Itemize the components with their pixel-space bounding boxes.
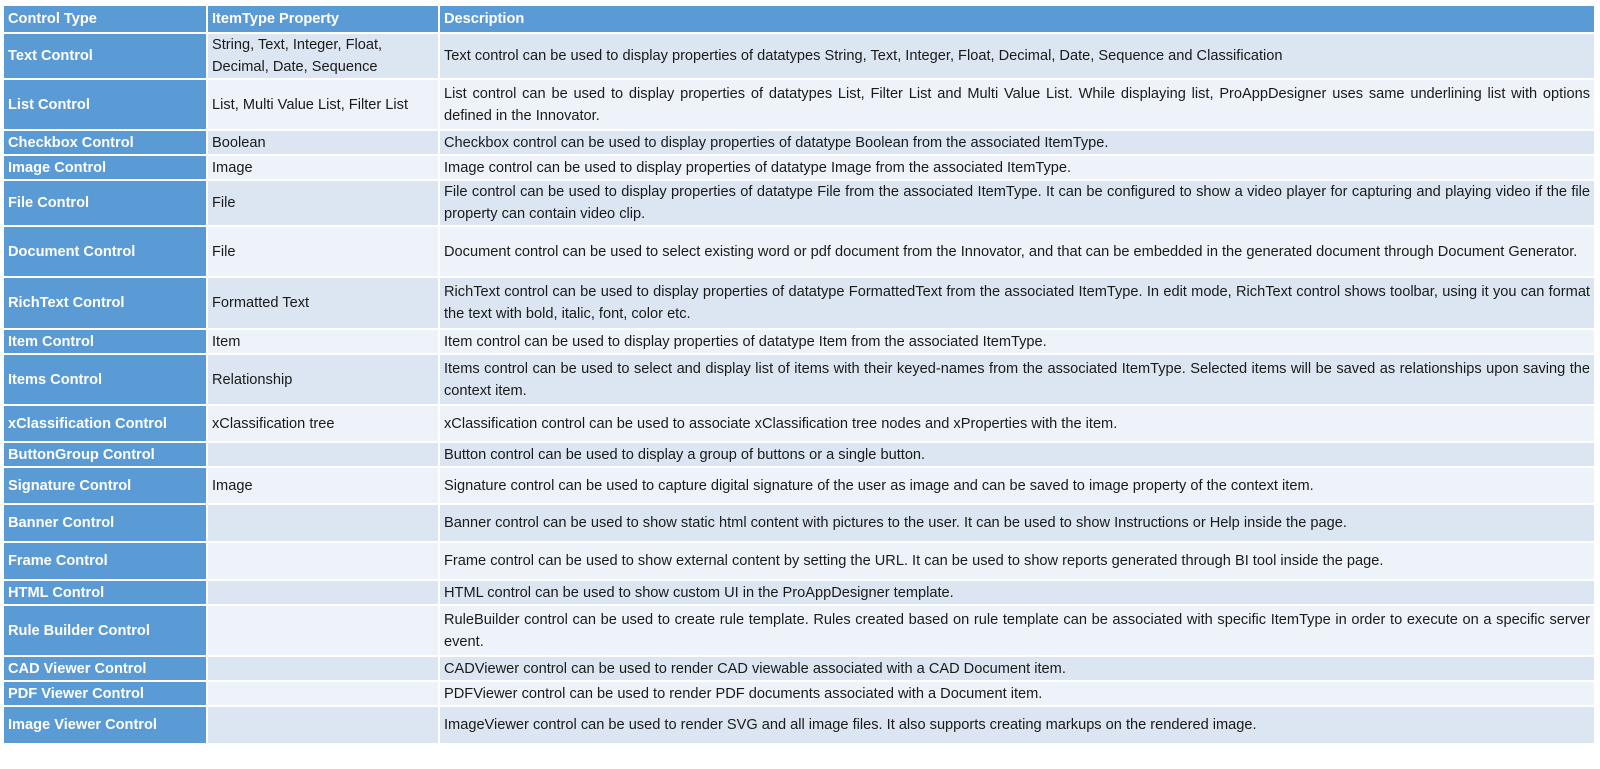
description-cell: Banner control can be used to show static html content with pictures to the user. It can be used to show Instructions or Help inside the page. [440,505,1596,543]
table-row [4,581,1596,606]
controls-table-container [4,6,1596,745]
control-type-cell: Image Control [4,156,208,181]
control-type-cell: Image Viewer Control [4,707,208,745]
description-cell: ImageViewer control can be used to render SVG and all image files. It also supports creating markups on the rendered image. [440,707,1596,745]
itemtype-property-cell [208,443,440,468]
itemtype-property-cell: Relationship [208,355,440,406]
table-row [4,34,1596,80]
table-row [4,406,1596,443]
table-row [4,278,1596,330]
table-row [4,355,1596,406]
control-type-cell: HTML Control [4,581,208,606]
controls-table [4,6,1596,745]
control-type-cell: Item Control [4,330,208,355]
control-type-cell: Checkbox Control [4,131,208,156]
table-row [4,657,1596,682]
table-row [4,156,1596,181]
control-type-cell: xClassification Control [4,406,208,443]
description-cell: Image control can be used to display properties of datatype Image from the associated ItemType. [440,156,1596,181]
table-row [4,330,1596,355]
header-description: Description [440,6,1596,34]
table-row [4,543,1596,581]
table-row [4,505,1596,543]
control-type-cell: Frame Control [4,543,208,581]
description-cell: List control can be used to display properties of datatypes List, Filter List and Multi Value List. While displaying list, ProAppDesigner uses same underlining list with options defined in the Innovator. [440,80,1596,131]
table-row [4,227,1596,278]
control-type-cell: CAD Viewer Control [4,657,208,682]
control-type-cell: PDF Viewer Control [4,682,208,707]
header-control-type: Control Type [4,6,208,34]
description-cell: Text control can be used to display properties of datatypes String, Text, Integer, Float, Decimal, Date, Sequence and Classification [440,34,1596,80]
itemtype-property-cell: File [208,181,440,227]
description-cell: HTML control can be used to show custom UI in the ProAppDesigner template. [440,581,1596,606]
table-row [4,682,1596,707]
itemtype-property-cell: Formatted Text [208,278,440,330]
description-cell: PDFViewer control can be used to render PDF documents associated with a Document item. [440,682,1596,707]
description-cell: CADViewer control can be used to render CAD viewable associated with a CAD Document item. [440,657,1596,682]
description-cell: Item control can be used to display properties of datatype Item from the associated ItemType. [440,330,1596,355]
description-cell: RuleBuilder control can be used to create rule template. Rules created based on rule template can be associated with specific ItemType in order to execute on a specific server event. [440,606,1596,657]
control-type-cell: Items Control [4,355,208,406]
table-row [4,181,1596,227]
itemtype-property-cell: xClassification tree [208,406,440,443]
description-cell: Checkbox control can be used to display properties of datatype Boolean from the associated ItemType. [440,131,1596,156]
itemtype-property-cell [208,606,440,657]
control-type-cell: RichText Control [4,278,208,330]
description-cell: RichText control can be used to display properties of datatype FormattedText from the associated ItemType. In edit mode, RichText control shows toolbar, using it you can format the text with bold, italic, font, color etc. [440,278,1596,330]
control-type-cell: Document Control [4,227,208,278]
table-row [4,468,1596,505]
itemtype-property-cell [208,543,440,581]
itemtype-property-cell: Item [208,330,440,355]
control-type-cell: Text Control [4,34,208,80]
itemtype-property-cell [208,707,440,745]
itemtype-property-cell [208,682,440,707]
itemtype-property-cell: Boolean [208,131,440,156]
description-cell: Button control can be used to display a group of buttons or a single button. [440,443,1596,468]
description-cell: File control can be used to display properties of datatype File from the associated ItemType. It can be configured to show a video player for capturing and playing video if the file property can contain video clip. [440,181,1596,227]
table-row [4,443,1596,468]
itemtype-property-cell: String, Text, Integer, Float, Decimal, Date, Sequence [208,34,440,80]
description-cell: Document control can be used to select existing word or pdf document from the Innovator, and that can be embedded in the generated document through Document Generator. [440,227,1596,278]
table-row [4,131,1596,156]
itemtype-property-cell: Image [208,468,440,505]
header-row [4,6,1596,34]
description-cell: Signature control can be used to capture digital signature of the user as image and can be saved to image property of the context item. [440,468,1596,505]
table-row [4,707,1596,745]
itemtype-property-cell [208,657,440,682]
itemtype-property-cell [208,505,440,543]
control-type-cell: Rule Builder Control [4,606,208,657]
control-type-cell: ButtonGroup Control [4,443,208,468]
description-cell: xClassification control can be used to associate xClassification tree nodes and xProperties with the item. [440,406,1596,443]
control-type-cell: Banner Control [4,505,208,543]
itemtype-property-cell: List, Multi Value List, Filter List [208,80,440,131]
header-itemtype-property: ItemType Property [208,6,440,34]
itemtype-property-cell [208,581,440,606]
itemtype-property-cell: File [208,227,440,278]
description-cell: Items control can be used to select and display list of items with their keyed-names from the associated ItemType. Selected items will be saved as relationships upon saving the context item. [440,355,1596,406]
control-type-cell: List Control [4,80,208,131]
control-type-cell: File Control [4,181,208,227]
description-cell: Frame control can be used to show external content by setting the URL. It can be used to show reports generated through BI tool inside the page. [440,543,1596,581]
itemtype-property-cell: Image [208,156,440,181]
table-row [4,606,1596,657]
control-type-cell: Signature Control [4,468,208,505]
table-row [4,80,1596,131]
